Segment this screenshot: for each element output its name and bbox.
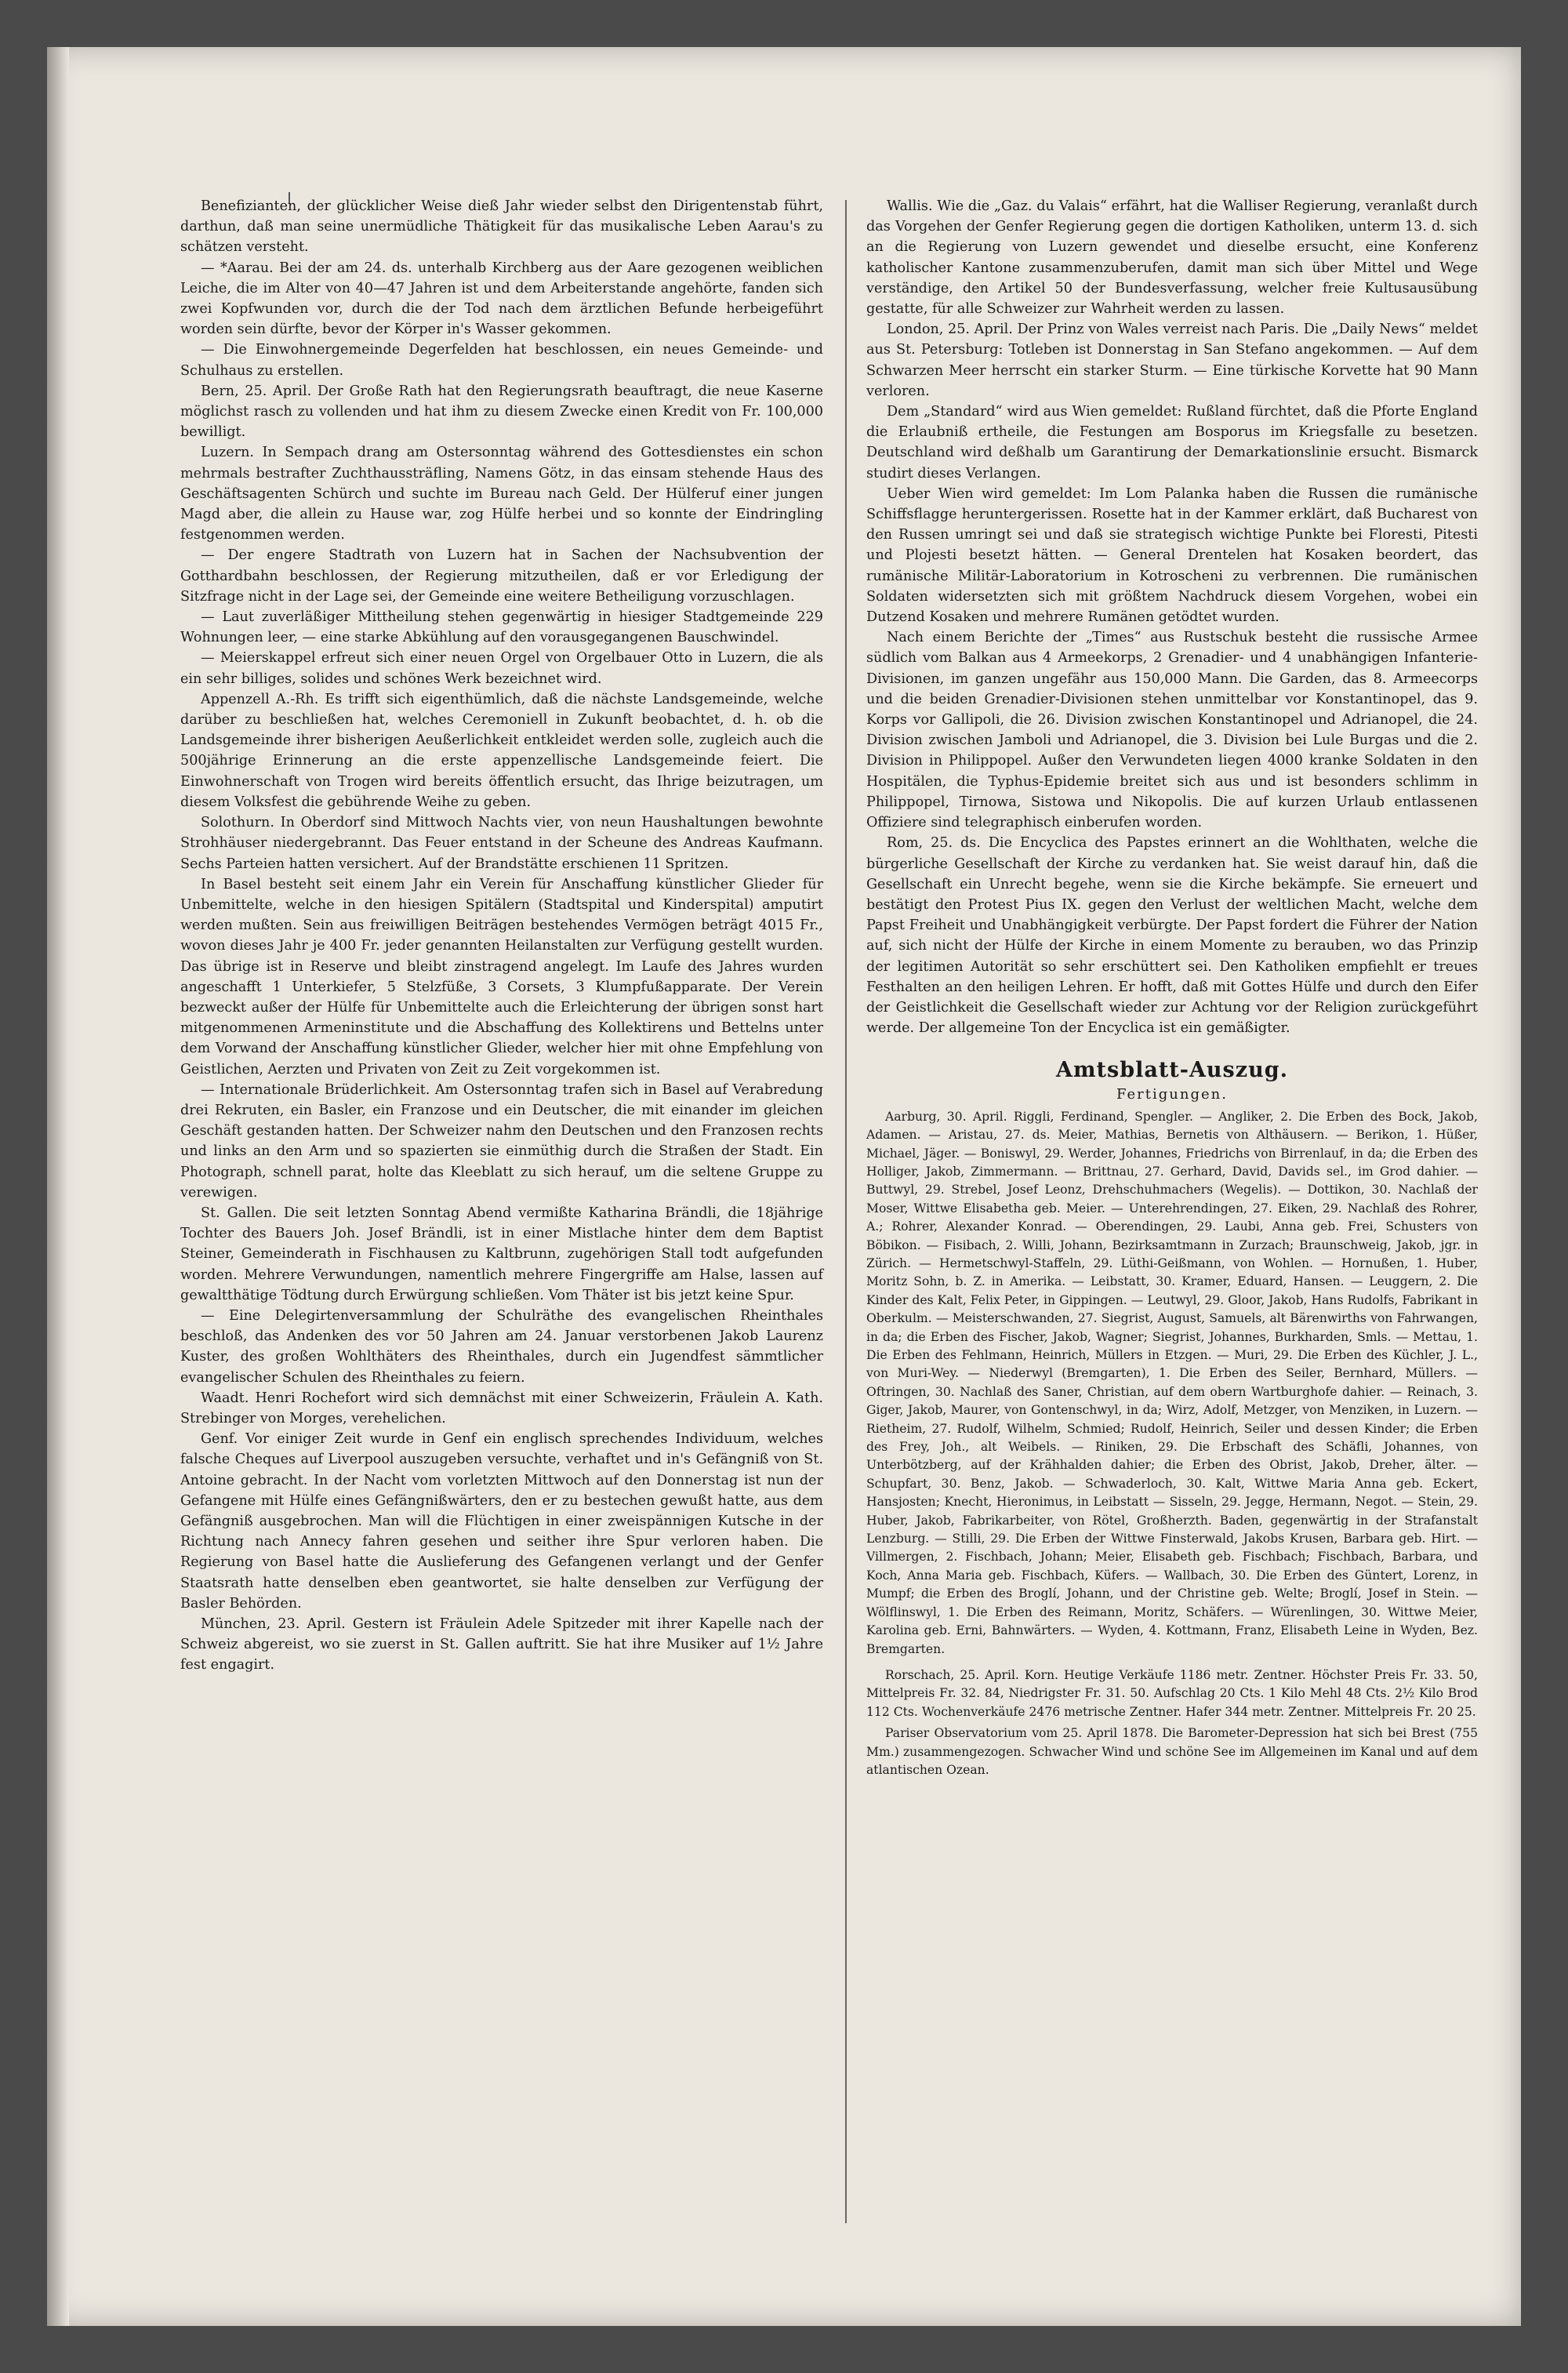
left-column — [180, 196, 823, 1676]
market-report: Rorschach, 25. April. Korn. Heutige Verkäufe 1186 metr. Zentner. Höchster Preis Fr. 33. 50, Mittelpreis Fr. 32. 84, Niedrigster Fr. 31. 50. Aufschlag 20 Cts. 1 Kilo Mehl 48 Cts. 2½ Kilo Brod 112 Cts. Wochenverkäufe 2476 metrische Zentner. Hafer 344 metr. Zentner. Mittelpreis Fr. 20 25. — [866, 1667, 1478, 1719]
article-paragraph: Waadt. Henri Rochefort wird sich demnächst mit einer Schweizerin, Fräulein A. Kath. Strebinger von Morges, verehelichen. — [180, 1390, 823, 1426]
article-paragraph: St. Gallen. Die seit letzten Sonntag Abend vermißte Katharina Brändli, die 18jährige Tochter des Bauers Joh. Josef Brändli, ist in einer Mistlache hinter dem dem Baptist Steiner, Gemeinderath in Fischhausen zu Kaltbrunn, zugehörigen Stall todt aufgefunden worden. Mehrere Verwundungen, namentlich mehrere Fingergriffe am Halse, lassen auf gewaltthätige Tödtung durch Erwürgung schließen. Vom Thäter ist bis jetzt keine Spur. — [180, 1205, 823, 1303]
gazette-listing — [866, 1108, 1478, 1780]
article-paragraph: — Der engere Stadtrath von Luzern hat in Sachen der Nachsubvention der Gotthardbahn beschlossen, der Regierung mitzutheilen, daß er vor Erledigung der Sitzfrage nicht in der Lage sei, der Gemeinde eine weitere Betheiligung vorzuschlagen. — [180, 547, 823, 605]
newspaper-page — [47, 47, 1521, 2326]
gazette-paragraph: Aarburg, 30. April. Riggli, Ferdinand, Spengler. — Angliker, 2. Die Erben des Bock, Jakob, Adamen. — Aristau, 27. ds. Meier, Mathias, Bernetis von Althäusern. — Berikon, 1. Hüßer, Michael, Jäger. — Boniswyl, 29. Werder, Johannes, Friedrichs von Birrenlauf, in da; die Erben des Holliger, Jakob, Zimmermann. — Brittnau, 27. Gerhard, David, Davids sel., im Grod dahier. — Buttwyl, 29. Strebel, Josef Leonz, Drehschuhmachers (Wegelis). — Dottikon, 30. Nachlaß der Moser, Wittwe Elisabetha geb. Meier. — Unterehrendingen, 27. Eiken, 29. Nachlaß des Rohrer, A.; Rohrer, Alexander Konrad. — Oberendingen, 29. Laubi, Anna geb. Frei, Schusters von Böbikon. — Fisibach, 2. Willi, Johann, Bezirksamtmann in Zurzach; Braunschweig, Jakob, jgr. in Zürich. — Hermetschwyl-Staffeln, 29. Lüthi-Geißmann, von Wohlen. — Hornußen, 1. Huber, Moritz Sohn, b. Z. in Amerika. — Leibstatt, 30. Kramer, Eduard, Hansen. — Leuggern, 2. Die Kinder des Kalt, Felix Peter, in Gippingen. — Leutwyl, 29. Gloor, Jakob, Hans Rudolfs, Fabrikant in Oberkulm. — Meisterschwanden, 27. Siegrist, August, Samuels, alt Bärenwirths von Fahrwangen, in da; die Erben des Fischer, Jakob, Wagner; Siegrist, Johannes, Burkharden, Smls. — Mettau, 1. Die Erben des Fehlmann, Heinrich, Müllers in Etzgen. — Muri, 29. Die Erben des Küchler, J. L., von Muri-Wey. — Niederwyl (Bremgarten), 1. Die Erben des Seiler, Bernhard, Müllers. — Oftringen, 30. Nachlaß des Saner, Christian, auf dem obern Wartburghofe dahier. — Reinach, 3. Giger, Jakob, Maurer, von Gontenschwyl, in da; Wirz, Adolf, Metzger, von Menziken, in Luzern. — Rietheim, 27. Rudolf, Wilhelm, Schmied; Rudolf, Heinrich, Seiler und dessen Kinder; die Erben des Frey, Joh., alt Weibels. — Riniken, 29. Die Erbschaft des Schäfli, Johannes, von Unterbötzberg, auf der Krähhalden dahier; die Erben des Obrist, Jakob, Dreher, älter. — Schupfart, 30. Benz, Jakob. — Schwaderloch, 30. Kalt, Wittwe Maria Anna geb. Eckert, Hansjosten; Knecht, Hieronimus, in Leibstatt — Sisseln, 29. Jegge, Hermann, Negot. — Stein, 29. Huber, Jakob, Fabrikarbeiter, von Rötel, Großherzth. Baden, gegenwärtig in der Strafanstalt Lenzburg. — Stilli, 29. Die Erben der Wittwe Finsterwald, Jakobs Krusen, Barbara geb. Hirt. — Villmergen, 2. Fischbach, Johann; Meier, Elisabeth geb. Fischbach; Fischbach, Barbara, und Koch, Anna Maria geb. Fischbach, Küfers. — Wallbach, 30. Die Erben des Güntert, Lorenz, in Mumpf; die Erben des Broglí, Johann, und der Christine geb. Welte; Broglí, Josef in Stein. — Wölflinswyl, 1. Die Erben des Reimann, Moritz, Schäfers. — Würenlingen, 30. Wittwe Meier, Karolina geb. Erni, Bahnwärters. — Wyden, 4. Kottmann, Franz, Elisabeth Leine in Wyden, Bez. Bremgarten. — [866, 1109, 1478, 1656]
article-paragraph: Bern, 25. April. Der Große Rath hat den Regierungsrath beauftragt, die neue Kaserne möglichst rasch zu vollenden und hat ihm zu diesem Zwecke einen Kredit von Fr. 100,000 bewilligt. — [180, 383, 823, 441]
article-paragraph: Appenzell A.-Rh. Es trifft sich eigenthümlich, daß die nächste Landsgemeinde, welche darüber zu beschließen hat, welches Ceremoniell in Zukunft beobachtet, d. h. ob die Landsgemeinde ihrer bisherigen Aeußerlichkeit entkleidet werden solle, zugleich auch die 500jährige Erinnerung an die erste appenzellische Landsgemeinde feiert. Die Einwohnerschaft von Trogen wird bereits öffentlich ersucht, das Ihrige beizutragen, um diesem Volksfest die gebührende Weihe zu geben. — [180, 691, 823, 810]
gazette-subtitle: Fertigungen. — [1116, 1085, 1228, 1103]
article-paragraph: Ueber Wien wird gemeldet: Im Lom Palanka haben die Russen die rumänische Schiffsflagge heruntergerissen. Rosette hat in der Kammer erklärt, daß Bucharest von den Russen umringt sei und daß sie strategisch wichtige Punkte bei Floresti, Pitesti und Plojesti besetzt hätten. — General Drentelen hat Kosaken beordert, das rumänische Militär-Laboratorium in Kotroscheni zu verbrennen. Die rumänischen Soldaten widersetzten sich mit größtem Nachdruck diesem Vorgehen, wobei ein Dutzend Kosaken und mehrere Rumänen getödtet wurden. — [866, 485, 1478, 626]
article-paragraph: — Laut zuverläßiger Mittheilung stehen gegenwärtig in hiesiger Stadtgemeinde 229 Wohnungen leer, — eine starke Abkühlung auf den vorausgegangenen Bauschwindel. — [180, 609, 823, 646]
article-paragraph: — Meierskappel erfreut sich einer neuen Orgel von Orgelbauer Otto in Luzern, die als ein sehr billiges, solides und schönes Werk bezeichnet wird. — [180, 650, 823, 687]
article-paragraph: — Internationale Brüderlichkeit. Am Ostersonntag trafen sich in Basel auf Verabredung drei Rekruten, ein Basler, ein Franzose und ein Deutscher, die mit einander im gleichen Geschäft gestanden hatten. Der Schweizer nahm den Deutschen und den Franzosen rechts und links an den Arm und so spazierten sie einmüthig durch die Straßen der Stadt. Ein Photograph, schnell parat, holte das Kleeblatt zu sich herauf, um die seltene Gruppe zu verewigen. — [180, 1081, 823, 1201]
observatory-report: Pariser Observatorium vom 25. April 1878. Die Barometer-Depression hat sich bei Brest (755 Mm.) zusammengezogen. Schwacher Wind und schöne See im Allgemeinen im Kanal und auf dem atlantischen Ozean. — [866, 1726, 1478, 1777]
article-paragraph: Rom, 25. ds. Die Encyclica des Papstes erinnert an die Wohlthaten, welche die bürgerliche Gesellschaft der Kirche zu verdanken hat. Sie weist darauf hin, daß die Gesellschaft ein Unrecht begehe, wenn sie die Kirche bekämpfe. Sie erneuert und bestätigt den Protest Pius IX. gegen den Verlust der weltlichen Macht, welche dem Papst Freiheit und Unabhängigkeit verbürgte. Der Papst fordert die Führer der Nation auf, sich nicht der Hülfe der Kirche in einem Momente zu berauben, wo das Prinzip der legitimen Autorität so sehr erschüttert sei. Den Katholiken empfiehlt er treues Festhalten an den heiligen Lehren. Er hofft, daß mit Gottes Hülfe und durch den Eifer der Geistlichkeit die Gesellschaft wieder zur Achtung vor der Religion zurückgeführt werde. Der allgemeine Ton der Encyclica ist ein gemäßigter. — [866, 835, 1478, 1037]
article-paragraph: — *Aarau. Bei der am 24. ds. unterhalb Kirchberg aus der Aare gezogenen weiblichen Leiche, die im Alter von 40—47 Jahren ist und dem Arbeiterstande angehörte, fanden sich zwei Kopfwunden vor, durch die der Tod nach dem ärztlichen Befunde herbeigeführt worden sein dürfte, bevor der Körper in's Wasser gekommen. — [180, 260, 823, 338]
article-paragraph: In Basel besteht seit einem Jahr ein Verein für Anschaffung künstlicher Glieder für Unbemittelte, welche in den hiesigen Spitälern (Stadtspital und Kinderspital) amputirt werden mußten. Sein aus freiwilligen Beiträgen bestehendes Vermögen beträgt 4015 Fr., wovon dieses Jahr je 400 Fr. jeder genannten Heilanstalten zur Verfügung gestellt wurden. Das übrige ist in Reserve und bleibt zinstragend angelegt. Im Laufe des Jahres wurden angeschafft 1 Unterkiefer, 5 Stelzfüße, 3 Corsets, 3 Klumpfußapparate. Der Verein bezweckt außer der Hülfe für Unbemittelte auch die Erleichterung der übrigen sonst hart mitgenommenen Armeninstitute und die Abschaffung des Kollektirens und Bettelns unter dem Vorwand der Anschaffung künstlicher Glieder, welcher hier mit ohne Empfehlung von Geistlichen, Aerzten und Privaten von Zeit zu Zeit vorgekommen ist. — [180, 876, 823, 1077]
gazette-title: Amtsblatt-Auszug. — [1056, 1058, 1288, 1083]
column-divider — [845, 200, 847, 2223]
article-paragraph: London, 25. April. Der Prinz von Wales verreist nach Paris. Die „Daily News“ meldet aus St. Petersburg: Totleben ist Donnerstag in San Stefano angekommen. — Auf dem Schwarzen Meer herrscht ein starker Sturm. — Eine türkische Korvette hat 90 Mann verloren. — [866, 322, 1478, 399]
article-paragraph: Wallis. Wie die „Gaz. du Valais“ erfährt, hat die Walliser Regierung, veranlaßt durch das Vorgehen der Genfer Regierung gegen die dortigen Katholiken, unterm 13. d. sich an die Regierung von Luzern gewendet und dieselbe ersucht, eine Konferenz katholischer Kantone zusammenzuberufen, damit man sich über Mittel und Wege verständige, den Artikel 50 der Bundesverfassung, welcher freie Kultusausübung gestatte, für alle Schweizer zur Wahrheit werden zu lassen. — [866, 198, 1478, 318]
article-paragraph: Benefizianten, der glücklicher Weise dieß Jahr wieder selbst den Dirigentenstab führt, darthun, daß man seine unermüdliche Thätigkeit für das musikalische Leben Aarau's zu schätzen versteht. — [180, 198, 823, 256]
article-paragraph: München, 23. April. Gestern ist Fräulein Adele Spitzeder mit ihrer Kapelle nach der Schweiz abgereist, wo sie zuerst in St. Gallen auftritt. Sie hat ihre Musiker auf 1½ Jahre fest engagirt. — [180, 1616, 823, 1673]
right-column — [866, 196, 1478, 1779]
scan-edge-shadow — [47, 47, 69, 2326]
article-paragraph: Dem „Standard“ wird aus Wien gemeldet: Rußland fürchtet, daß die Pforte England die Erlaubniß ertheile, die Festungen am Bosporus im Kriegsfalle zu besetzen. Deutschland wird deßhalb um Garantirung der Demarkationslinie ersucht. Bismarck studirt dieses Verlangen. — [866, 404, 1478, 482]
article-paragraph: — Die Einwohnergemeinde Degerfelden hat beschlossen, ein neues Gemeinde- und Schulhaus zu erstellen. — [180, 342, 823, 379]
article-paragraph: — Eine Delegirtenversammlung der Schulräthe des evangelischen Rheinthales beschloß, das Andenken des vor 50 Jahren am 24. Januar verstorbenen Jakob Laurenz Kuster, des großen Wohlthäters des Rheinthales, durch ein Jugendfest sämmtlicher evangelischer Schulen des Rheinthales zu feiern. — [180, 1307, 823, 1386]
article-paragraph: Solothurn. In Oberdorf sind Mittwoch Nachts vier, von neun Haushaltungen bewohnte Strohhäuser niedergebrannt. Das Feuer entstand in der Scheune des Andreas Kaufmann. Sechs Parteien hatten versichert. Auf der Brandstätte erschienen 11 Spritzen. — [180, 815, 823, 872]
article-paragraph: Nach einem Berichte der „Times“ aus Rustschuk besteht die russische Armee südlich vom Balkan aus 4 Armeekorps, 2 Grenadier- und 4 unabhängigen Infanterie-Divisionen, im ganzen ungefähr aus 150,000 Mann. Die Garden, das 8. Armeecorps und die beiden Grenadier-Divisionen stehen unmittelbar vor Konstantinopel, das 9. Korps vor Gallipoli, die 26. Division zwischen Konstantinopel und Adrianopel, die 24. Division zwischen Jamboli und Adrianopel, die 3. Division bei Lule Burgas und die 2. Division in Philippopel. Außer den Verwundeten liegen 4000 kranke Soldaten in den Hospitälen, die Typhus-Epidemie breitet sich aus und ist besonders schlimm in Philippopel, Tirnowa, Sistowa und Nikopolis. Die auf kurzen Urlaub entlassenen Offiziere sind telegraphisch einberufen worden. — [866, 630, 1478, 831]
article-paragraph: Luzern. In Sempach drang am Ostersonntag während des Gottesdienstes ein schon mehrmals bestrafter Zuchthaussträfling, Namens Götz, in das einsam stehende Haus des Geschäftsagenten Schürch und suchte im Bureau nach Geld. Der Hülferuf einer jungen Magd aber, die allein zu Hause war, zog Hülfe herbei und so konnte der Eindringling festgenommen werden. — [180, 445, 823, 543]
article-paragraph: Genf. Vor einiger Zeit wurde in Genf ein englisch sprechendes Individuum, welches falsche Cheques auf Liverpool auszugeben versuchte, verhaftet und in's Gefängniß von St. Antoine gebracht. In der Nacht vom vorletzten Mittwoch auf den Donnerstag ist nun der Gefangene mit Hülfe eines Gefängnißwärters, den er zu bestechen gewußt hatte, aus dem Gefängniß ausgebrochen. Man will die Flüchtigen in einer zweispännigen Kutsche in der Richtung nach Annecy fahren gesehen und seither ihre Spur verloren haben. Die Regierung von Basel hatte die Auslieferung des Gefangenen verlangt und der Genfer Staatsrath hatte denselben eben geantwortet, sie halte denselben zur Verfügung der Basler Behörden. — [180, 1431, 823, 1612]
